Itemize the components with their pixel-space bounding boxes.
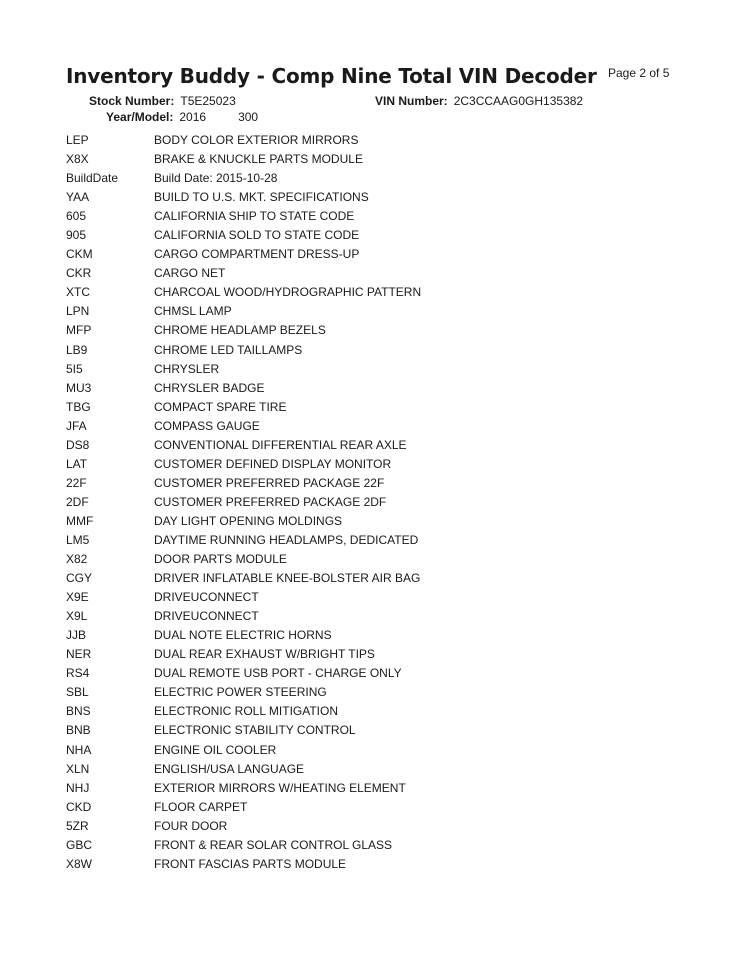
option-row (66, 664, 421, 683)
option-description: ENGLISH/USA LANGUAGE (154, 761, 305, 776)
option-code: X9L (66, 609, 88, 624)
option-code: LM5 (66, 532, 90, 547)
option-code: 5ZR (66, 818, 89, 833)
option-description: DUAL REMOTE USB PORT - CHARGE ONLY (154, 666, 402, 681)
option-row (66, 207, 421, 226)
option-row (66, 836, 421, 855)
option-description: BUILD TO U.S. MKT. SPECIFICATIONS (154, 190, 369, 205)
option-row (66, 588, 421, 607)
option-code: MMF (66, 513, 94, 528)
option-row (66, 645, 421, 664)
vin-number-label: VIN Number: (375, 94, 448, 108)
option-row (66, 379, 421, 398)
option-code: JFA (66, 418, 87, 433)
option-row (66, 760, 421, 779)
year-value: 2016 (179, 110, 207, 124)
option-code: RS4 (66, 666, 90, 681)
page-number: Page 2 of 5 (608, 66, 670, 80)
stock-number-label: Stock Number: (89, 94, 175, 108)
option-description: FLOOR CARPET (154, 799, 248, 814)
option-description: COMPACT SPARE TIRE (154, 399, 287, 414)
year-model-label: Year/Model: (106, 110, 174, 124)
option-code: CKM (66, 247, 93, 262)
option-description: CARGO COMPARTMENT DRESS-UP (154, 247, 360, 262)
option-code: 5I5 (66, 361, 83, 376)
option-row (66, 512, 421, 531)
option-row (66, 721, 421, 740)
option-code: 22F (66, 475, 87, 490)
option-description: ENGINE OIL COOLER (154, 742, 277, 757)
option-code: CKR (66, 266, 92, 281)
option-description: CHMSL LAMP (154, 304, 232, 319)
option-row (66, 779, 421, 798)
option-row (66, 226, 421, 245)
option-description: BODY COLOR EXTERIOR MIRRORS (154, 133, 359, 147)
option-description: CUSTOMER PREFERRED PACKAGE 22F (154, 475, 385, 490)
option-row (66, 341, 421, 360)
option-row (66, 302, 421, 321)
option-description: ELECTRONIC STABILITY CONTROL (154, 723, 356, 738)
option-description: CHROME HEADLAMP BEZELS (154, 323, 326, 338)
option-row (66, 417, 421, 436)
option-description: FOUR DOOR (154, 818, 228, 833)
option-description: DRIVEUCONNECT (154, 590, 259, 605)
option-code: XLN (66, 761, 90, 776)
option-row (66, 188, 421, 207)
option-code: NER (66, 647, 92, 662)
option-code: LAT (66, 456, 88, 471)
vin-number-field (375, 94, 583, 108)
option-code-list (66, 131, 421, 874)
option-description: DAYTIME RUNNING HEADLAMPS, DEDICATED (154, 532, 419, 547)
option-code: JJB (66, 628, 87, 643)
option-description: CHROME LED TAILLAMPS (154, 342, 303, 357)
option-row (66, 360, 421, 379)
option-code: CGY (66, 571, 93, 586)
option-code: DS8 (66, 437, 90, 452)
option-row (66, 264, 421, 283)
vin-number-value: 2C3CCAAG0GH135382 (453, 94, 584, 108)
option-description: CUSTOMER DEFINED DISPLAY MONITOR (154, 456, 392, 471)
option-description: CHRYSLER BADGE (154, 380, 265, 395)
option-code: BuildDate (66, 171, 119, 186)
stock-number-value: T5E25023 (180, 94, 236, 108)
option-code: LEP (66, 133, 89, 147)
option-description: DRIVER INFLATABLE KNEE-BOLSTER AIR BAG (154, 571, 421, 586)
option-row (66, 607, 421, 626)
option-description: CONVENTIONAL DIFFERENTIAL REAR AXLE (154, 437, 407, 452)
option-row (66, 569, 421, 588)
option-code: LPN (66, 304, 90, 319)
option-description: CARGO NET (154, 266, 226, 281)
option-row (66, 474, 421, 493)
option-description: DUAL REAR EXHAUST W/BRIGHT TIPS (154, 647, 375, 662)
option-row (66, 150, 421, 169)
model-value: 300 (238, 110, 259, 124)
option-description: FRONT & REAR SOLAR CONTROL GLASS (154, 837, 393, 852)
option-code: MU3 (66, 380, 92, 395)
option-row (66, 798, 421, 817)
option-row (66, 436, 421, 455)
year-model-field (106, 110, 258, 124)
option-row (66, 398, 421, 417)
option-description: DUAL NOTE ELECTRIC HORNS (154, 628, 332, 643)
option-description: ELECTRONIC ROLL MITIGATION (154, 704, 339, 719)
option-row (66, 683, 421, 702)
option-row (66, 817, 421, 836)
option-code: 905 (66, 228, 87, 243)
option-description: ELECTRIC POWER STEERING (154, 685, 327, 700)
option-code: NHA (66, 742, 92, 757)
option-row (66, 702, 421, 721)
option-code: X8X (66, 152, 89, 167)
option-code: 2DF (66, 494, 89, 509)
option-code: XTC (66, 285, 90, 300)
option-code: TBG (66, 399, 91, 414)
option-row (66, 455, 421, 474)
option-code: BNB (66, 723, 91, 738)
option-row (66, 245, 421, 264)
option-row (66, 531, 421, 550)
option-code: BNS (66, 704, 91, 719)
option-description: CALIFORNIA SHIP TO STATE CODE (154, 209, 355, 224)
option-code: NHJ (66, 780, 90, 795)
option-row (66, 741, 421, 760)
option-code: SBL (66, 685, 89, 700)
option-code: X82 (66, 552, 88, 567)
option-code: MFP (66, 323, 92, 338)
option-description: DAY LIGHT OPENING MOLDINGS (154, 513, 343, 528)
option-row (66, 626, 421, 645)
option-description: DOOR PARTS MODULE (154, 552, 287, 567)
option-row (66, 321, 421, 340)
option-description: Build Date: 2015-10-28 (154, 171, 278, 186)
option-description: EXTERIOR MIRRORS W/HEATING ELEMENT (154, 780, 406, 795)
option-row (66, 169, 421, 188)
option-code: CKD (66, 799, 92, 814)
option-row (66, 283, 421, 302)
stock-number-field (89, 94, 236, 108)
option-row (66, 550, 421, 569)
option-description: CHRYSLER (154, 361, 220, 376)
option-code: LB9 (66, 342, 88, 357)
option-row (66, 493, 421, 512)
document-title: Inventory Buddy - Comp Nine Total VIN Decoder (66, 64, 597, 88)
option-row (66, 131, 421, 150)
option-code: X9E (66, 590, 89, 605)
option-row (66, 855, 421, 874)
option-code: 605 (66, 209, 87, 224)
option-description: COMPASS GAUGE (154, 418, 260, 433)
option-description: CALIFORNIA SOLD TO STATE CODE (154, 228, 360, 243)
option-description: DRIVEUCONNECT (154, 609, 259, 624)
option-description: FRONT FASCIAS PARTS MODULE (154, 856, 347, 871)
option-description: CHARCOAL WOOD/HYDROGRAPHIC PATTERN (154, 285, 422, 300)
option-description: CUSTOMER PREFERRED PACKAGE 2DF (154, 494, 387, 509)
option-code: YAA (66, 190, 90, 205)
option-description: BRAKE & KNUCKLE PARTS MODULE (154, 152, 363, 167)
option-code: GBC (66, 837, 93, 852)
option-code: X8W (66, 856, 93, 871)
